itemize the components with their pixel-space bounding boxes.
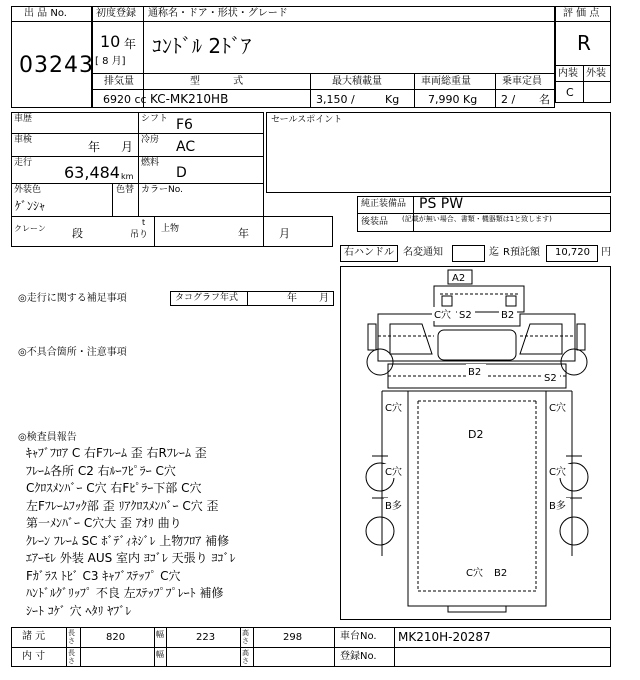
upper-month: 月: [279, 227, 290, 240]
gross-weight-value: 7,990 Kg: [428, 93, 478, 106]
rear-right-wheel-2: [560, 517, 588, 545]
front-left-wheel: [367, 349, 393, 375]
displacement-value: 6920 cc: [103, 93, 147, 106]
length-value: 820: [106, 632, 126, 643]
report-line: 第一ﾒﾝﾊﾞｰ C穴大 歪 ｱｵﾘ 曲り: [26, 516, 182, 530]
crane-lift: 吊り: [130, 230, 149, 240]
color-code-label: カラーNo.: [141, 185, 183, 195]
capacity-value: 2 /: [501, 93, 516, 106]
mileage-value: 63,484: [64, 163, 120, 182]
capacity-label: 乗車定員: [502, 76, 542, 87]
grade-value: R: [577, 31, 591, 55]
front-right-wheel: [561, 349, 587, 375]
crane-stage: 段: [72, 227, 83, 240]
model-name: ｺﾝﾄﾞﾙ 2ﾄﾞｱ: [152, 34, 252, 58]
diagram-center: D2: [468, 428, 484, 441]
exterior-grade-label: 外装: [586, 68, 606, 79]
mileage-label: 走行: [14, 158, 33, 168]
truck-diagram: [340, 266, 611, 620]
diagram-cab-b2-lower: B2: [468, 367, 482, 378]
model-code-value: KC-MK210HB: [150, 92, 229, 106]
height-label: 高さ: [242, 629, 249, 645]
diagram-left-c-lower: C穴: [385, 467, 402, 478]
exterior-color-label: 外装色: [14, 185, 42, 195]
aircon-label: 冷房: [141, 135, 160, 145]
tax-label: 迄: [489, 247, 499, 258]
crane-tonnage: t: [142, 218, 146, 227]
chassis-value: MK210H-20287: [398, 630, 491, 644]
lot-label: 出 品 No.: [24, 8, 67, 19]
capacity-unit: 名: [539, 93, 550, 106]
reg-year: 10: [100, 32, 121, 51]
height-value: 298: [283, 632, 303, 643]
diagram-right-b: B多: [549, 501, 566, 512]
upper-year: 年: [238, 227, 249, 240]
reg-month: [ 8 月]: [95, 56, 126, 67]
diagram-cab-c: C穴: [434, 310, 451, 321]
upper-label: 上物: [161, 224, 180, 234]
aftermarket-label: 後装品: [361, 217, 389, 227]
upper-month-cell: [264, 216, 333, 247]
interior-dims-label: 内 寸: [22, 651, 46, 662]
report-line: Fｶﾞﾗｽ ﾄﾋﾞ C3 ｷｬﾌﾞｽﾃｯﾌﾟ C穴: [26, 568, 181, 583]
model-code-label: 型 式: [190, 76, 244, 87]
fuel-label: 燃料: [141, 158, 160, 168]
aftermarket-note: (記載が無い場合、書類・機器類は1と致します): [402, 215, 552, 223]
shift-value: F6: [176, 117, 193, 133]
max-load-unit: Kg: [385, 93, 400, 106]
rear-left-wheel-2: [366, 517, 394, 545]
first-reg-label: 初度登録: [96, 8, 136, 19]
diagram-bottom-b2: B2: [494, 568, 508, 579]
mileage-unit: km: [121, 172, 134, 181]
width-label: 幅: [156, 630, 164, 639]
displacement-label: 排気量: [104, 76, 134, 87]
in-height-label: 高さ: [242, 649, 249, 665]
recycle-value: 10,720: [555, 247, 590, 258]
recycle-label: R預託額: [503, 247, 540, 258]
diagram-right-c-upper: C穴: [549, 403, 566, 414]
report-line: ｷｬﾌﾞﾌﾛｱ C 右Fﾌﾚｰﾑ 歪 右Rﾌﾚｰﾑ 歪: [26, 446, 207, 460]
diagram-cab-s2: S2: [459, 310, 472, 321]
tacho-month: 月: [319, 293, 329, 304]
name-change-box: [452, 245, 485, 262]
report-line: 左Fﾌﾚｰﾑﾌｯｸ部 歪 ﾘｱｸﾛｽﾒﾝﾊﾞｰ C穴 歪: [26, 498, 219, 513]
reg-year-unit: 年: [124, 37, 137, 51]
report-line: ﾌﾚｰﾑ各所 C2 右ﾙｰﾌﾋﾟﾗｰ C穴: [26, 463, 176, 478]
length-label: 長さ: [68, 629, 75, 645]
crane-label: クレーン: [14, 224, 46, 233]
model-label: 通称名・ドア・形状・グレード: [148, 8, 288, 19]
shift-label: シフト: [141, 114, 169, 124]
tacho-year: 年: [287, 293, 297, 304]
windshield: [438, 330, 516, 360]
running-notes-label: ◎走行に関する補足事項: [18, 293, 127, 304]
report-line: Cｸﾛｽﾒﾝﾊﾞｰ C穴 右Fﾋﾟﾗｰ下部 C穴: [26, 481, 202, 495]
in-length-label: 長さ: [68, 649, 75, 665]
inspection-year: 年: [88, 140, 101, 154]
report-line: ｸﾚｰﾝ ﾌﾚｰﾑ SC ﾎﾞﾃﾞｨﾈｼﾞﾚ 上物ﾌﾛｱ 補修: [26, 533, 230, 548]
diagram-left-c-upper: C穴: [385, 403, 402, 414]
width-value: 223: [196, 632, 216, 643]
inspection-month: 月: [121, 140, 134, 154]
tacho-label: タコグラフ年式: [175, 293, 239, 303]
equipment-value: PS PW: [419, 196, 464, 212]
history-label: 車歴: [14, 114, 33, 124]
color-no-label: 色替: [116, 185, 135, 195]
diagram-a2: A2: [452, 273, 466, 284]
max-load-value: 3,150 /: [316, 93, 355, 106]
exterior-color-value: ｹﾞﾝｼｬ: [15, 199, 46, 213]
report-line: ﾊﾝﾄﾞﾙｸﾞﾘｯﾌﾟ 不良 左ｽﾃｯﾌﾟﾌﾟﾚｰﾄ 補修: [26, 586, 224, 600]
chassis-label: 車台No.: [340, 631, 377, 642]
diagram-right-c-lower: C穴: [549, 467, 566, 478]
dims-label: 諸 元: [22, 631, 46, 642]
report-line: ｴｱｰﾓﾚ 外装 AUS 室内 ﾖｺﾞﾚ 天張り ﾖｺﾞﾚ: [26, 551, 236, 565]
registration-label: 登録No.: [340, 651, 377, 662]
interior-grade-label: 内装: [558, 68, 578, 79]
interior-grade-value: C: [566, 86, 574, 99]
aircon-value: AC: [176, 139, 196, 155]
sales-point-label: セールスポイント: [271, 115, 343, 125]
report-line: ｼｰﾄ ｺｹﾞ 穴 ﾍﾀﾘ ﾔﾌﾞﾚ: [26, 603, 132, 618]
inspection-label: 車検: [14, 135, 33, 145]
grade-label: 評 価 点: [563, 8, 600, 19]
diagram-left-b: B多: [385, 501, 402, 512]
fuel-value: D: [176, 165, 187, 181]
rhd-label: 右ハンドル: [344, 247, 394, 258]
in-width-label: 幅: [156, 650, 164, 659]
equipment-label: 純正装備品: [361, 199, 407, 209]
inspector-label: ◎検査員報告: [18, 432, 77, 443]
lot-number: 03243: [19, 53, 94, 78]
diagram-right-s2: S2: [544, 373, 557, 384]
name-change-label: 名変通知: [403, 247, 443, 258]
gross-weight-label: 車両総重量: [421, 76, 471, 87]
recycle-unit: 円: [601, 247, 611, 258]
diagram-bottom-c: C穴: [466, 568, 483, 579]
defects-label: ◎不具合箇所・注意事項: [18, 347, 127, 358]
diagram-cab-b2: B2: [501, 310, 515, 321]
max-load-label: 最大積載量: [332, 76, 382, 87]
